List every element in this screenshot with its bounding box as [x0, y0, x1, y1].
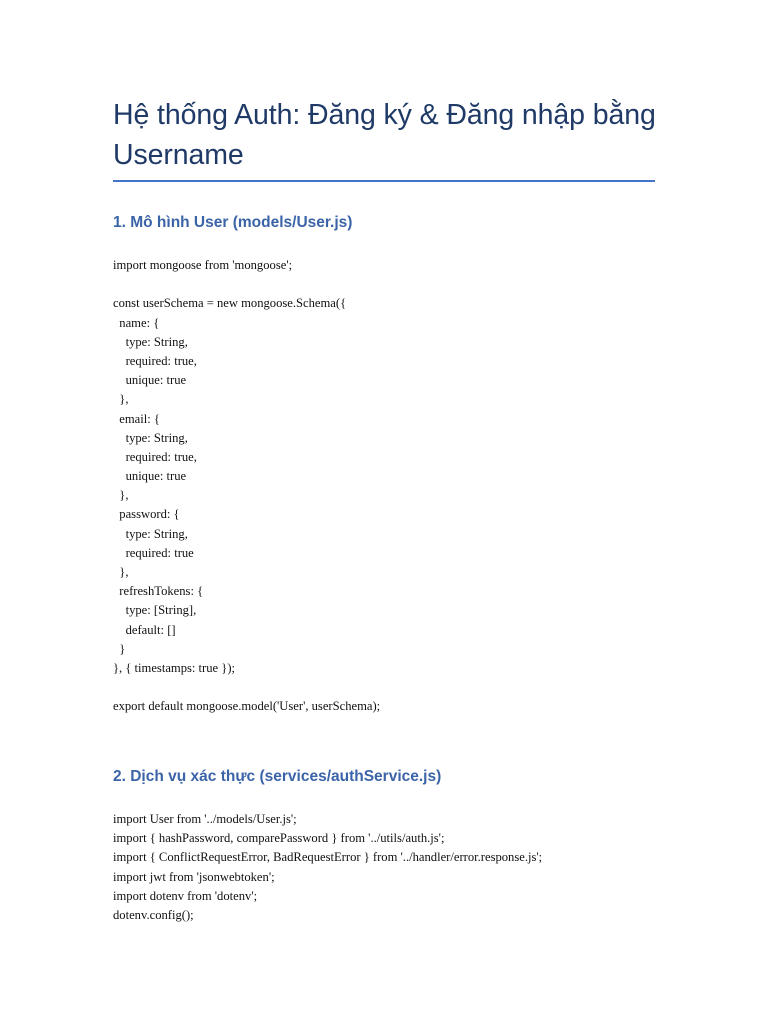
- title-underline: [113, 180, 655, 182]
- code-block-user-model: [113, 256, 380, 717]
- code-line: password: {: [113, 507, 180, 522]
- code-line: email: {: [113, 411, 160, 426]
- code-line: refreshTokens: {: [113, 584, 204, 599]
- code-line: type: String,: [113, 526, 188, 541]
- code-line: import jwt from 'jsonwebtoken';: [113, 869, 275, 884]
- code-line: import mongoose from 'mongoose';: [113, 258, 293, 272]
- code-line: required: true: [113, 545, 194, 560]
- code-line: },: [113, 488, 129, 503]
- page-title: Hệ thống Auth: Đăng ký & Đăng nhập bằng Username: [113, 99, 656, 171]
- code-line: import { hashPassword, comparePassword } from '../utils/auth.js';: [113, 831, 445, 846]
- code-line: import dotenv from 'dotenv';: [113, 888, 258, 903]
- code-line: import { ConflictRequestError, BadRequestError } from '../handler/error.response.js';: [113, 850, 543, 865]
- section-heading-user-model: 1. Mô hình User (models/User.js): [113, 214, 353, 231]
- code-line: const userSchema = new mongoose.Schema({: [113, 296, 347, 311]
- code-line: unique: true: [113, 469, 187, 484]
- code-line: }: [113, 641, 126, 656]
- code-line: }, { timestamps: true });: [113, 660, 236, 675]
- code-line: },: [113, 565, 129, 579]
- code-line: default: []: [113, 622, 176, 637]
- code-line: required: true,: [113, 353, 197, 368]
- code-line: export default mongoose.model('User', userSchema);: [113, 699, 381, 714]
- code-block-auth-service: [113, 810, 542, 925]
- section-heading-auth-service: 2. Dịch vụ xác thực (services/authService.js): [113, 768, 442, 785]
- code-line: },: [113, 392, 129, 407]
- code-line: unique: true: [113, 373, 187, 388]
- code-line: [113, 275, 380, 294]
- code-line: type: String,: [113, 334, 188, 349]
- code-line: name: {: [113, 315, 160, 330]
- code-line: type: [String],: [113, 603, 197, 618]
- code-line: import User from '../models/User.js';: [113, 812, 297, 826]
- code-line: required: true,: [113, 449, 197, 464]
- code-line: type: String,: [113, 430, 188, 445]
- code-line: [113, 678, 380, 697]
- code-line: dotenv.config();: [113, 907, 194, 922]
